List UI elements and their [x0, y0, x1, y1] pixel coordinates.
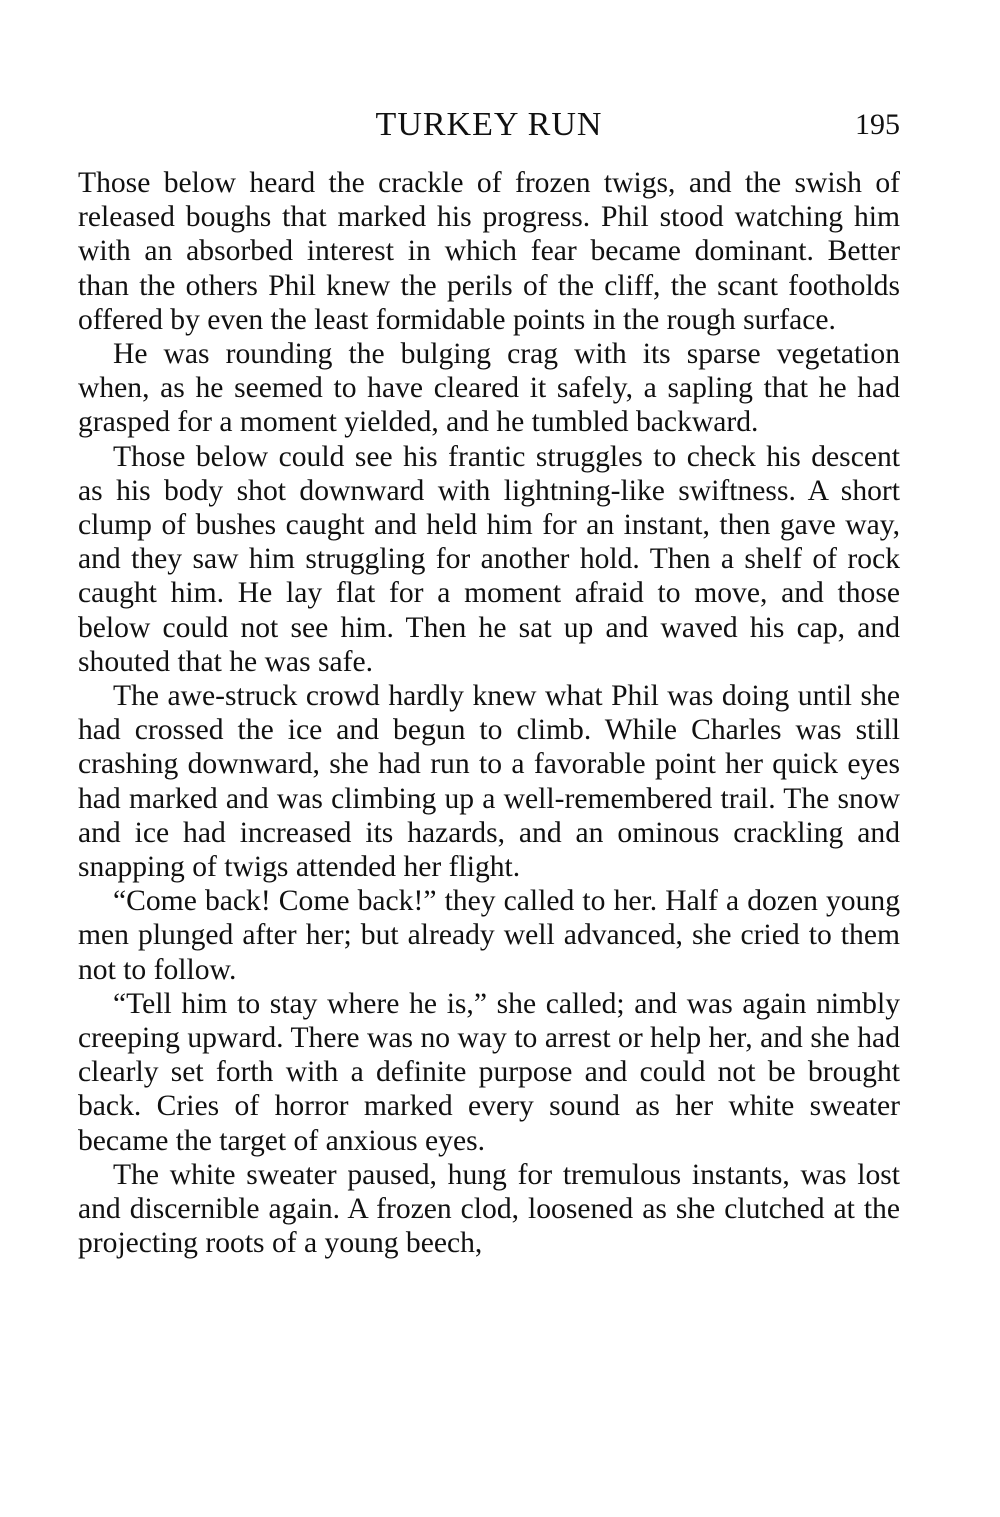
paragraph: The white sweater paused, hung for tremulous instants, was lost and discernible again. A frozen clod, loosened as she clutched at the projecting roots of a young beech,: [78, 1158, 900, 1260]
page-number: 195: [855, 108, 900, 141]
paragraph: “Tell him to stay where he is,” she called; and was again nimbly creeping upward. There was no way to arrest or help her, and she had clearly set forth with a definite purpose and could not be brought back. Cries of horror marked every sound as her white sweater became the target of anxious eyes.: [78, 987, 900, 1157]
running-title: TURKEY RUN: [375, 106, 603, 143]
paragraph: “Come back! Come back!” they called to her. Half a dozen young men plunged after her; but already well advanced, she cried to them not to follow.: [78, 885, 900, 986]
running-head: [78, 103, 900, 147]
paragraph: Those below could see his frantic struggles to check his descent as his body shot downward with lightning-like swiftness. A short clump of bushes caught and held him for an instant, then gave way, and they saw him struggling for another hold. Then a shelf of rock caught him. He lay flat for a moment afraid to move, and those below could not see him. Then he sat up and waved his cap, and shouted that he was safe.: [78, 440, 900, 678]
paragraph: He was rounding the bulging crag with its sparse vegetation when, as he seemed to have cleared it safely, a sapling that he had grasped for a moment yielded, and he tumbled backward.: [78, 338, 900, 439]
paragraph: Those below heard the crackle of frozen twigs, and the swish of released boughs that marked his progress. Phil stood watching him with an absorbed interest in which fear became dominant. Better than the others Phil knew the perils of the cliff, the scant footholds offered by even the least formidable points in the rough surface.: [78, 167, 900, 336]
paragraph: The awe-struck crowd hardly knew what Phil was doing until she had crossed the ice and begun to climb. While Charles was still crashing downward, she had run to a favorable point her quick eyes had marked and was climbing up a well-remembered trail. The snow and ice had increased its hazards, and an ominous crackling and snapping of twigs attended her flight.: [78, 680, 900, 884]
body-text: [78, 166, 900, 1261]
